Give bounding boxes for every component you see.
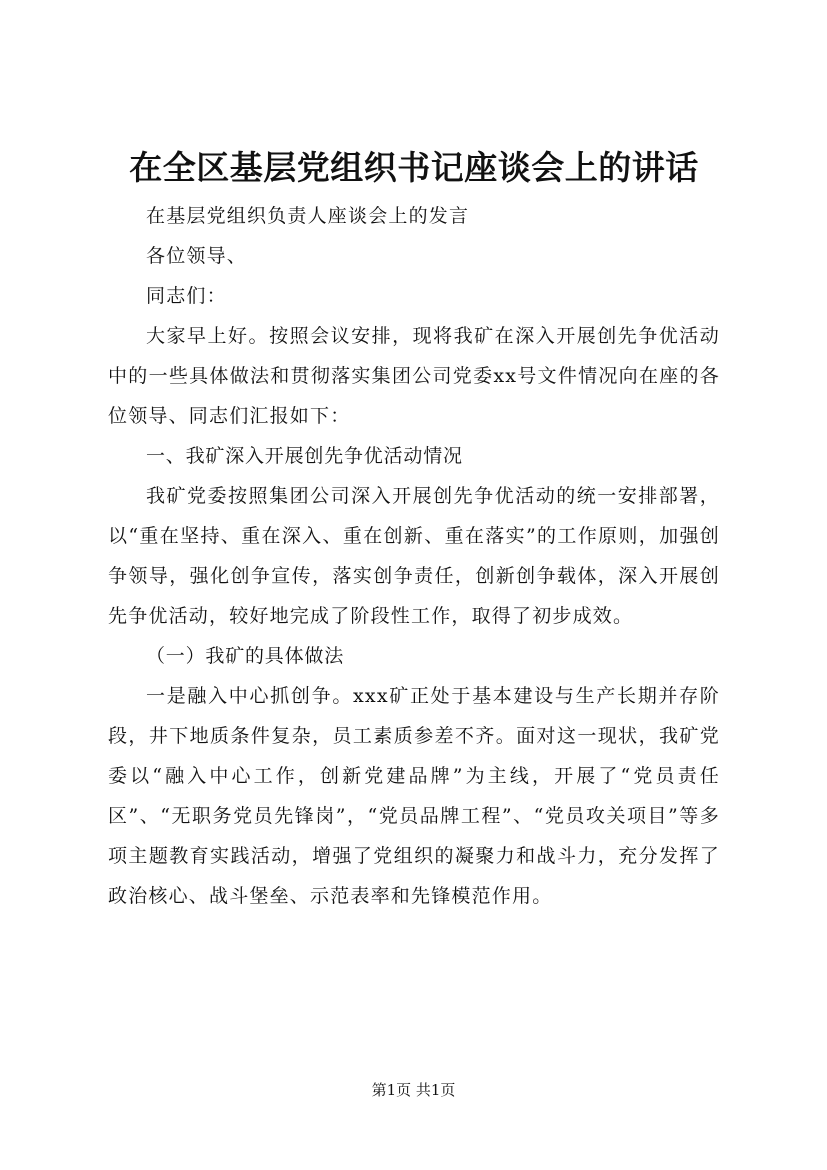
salutation-leaders: 各位领导、	[146, 245, 248, 267]
page-number-footer: 第1页 共1页	[371, 1081, 456, 1099]
salutation-comrades: 同志们：	[146, 285, 227, 307]
section-paragraph: 我矿党委按照集团公司深入开展创先争优活动的统一安排部署，以“重在坚持、重在深入、重在创新、重在落实”的工作原则，加强创争领导，强化创争宣传，落实创争责任，创新创争载体，深入开展创先争优活动，较好地完成了阶段性工作，取得了初步成效。	[108, 485, 720, 627]
section-heading: 一、我矿深入开展创先争优活动情况	[146, 445, 463, 467]
document-title: 在全区基层党组织书记座谈会上的讲话	[129, 148, 699, 187]
subsection-heading: （一）我矿的具体做法	[146, 645, 345, 667]
practice-paragraph: 一是融入中心抓创争。xxx矿正处于基本建设与生产长期并存阶段，井下地质条件复杂，员工素质参差不齐。面对这一现状，我矿党委以“融入中心工作，创新党建品牌”为主线，开展了“党员责任区”、“无职务党员先锋岗”，“党员品牌工程”、“党员攻关项目”等多项主题教育实践活动，增强了党组织的凝聚力和战斗力，充分发挥了政治核心、战斗堡垒、示范表率和先锋模范作用。	[108, 685, 720, 907]
subtitle-paragraph: 在基层党组织负责人座谈会上的发言	[146, 205, 470, 227]
document-body	[108, 196, 720, 916]
opening-paragraph: 大家早上好。按照会议安排，现将我矿在深入开展创先争优活动中的一些具体做法和贯彻落实集团公司党委xx号文件情况向在座的各位领导、同志们汇报如下：	[108, 325, 720, 427]
